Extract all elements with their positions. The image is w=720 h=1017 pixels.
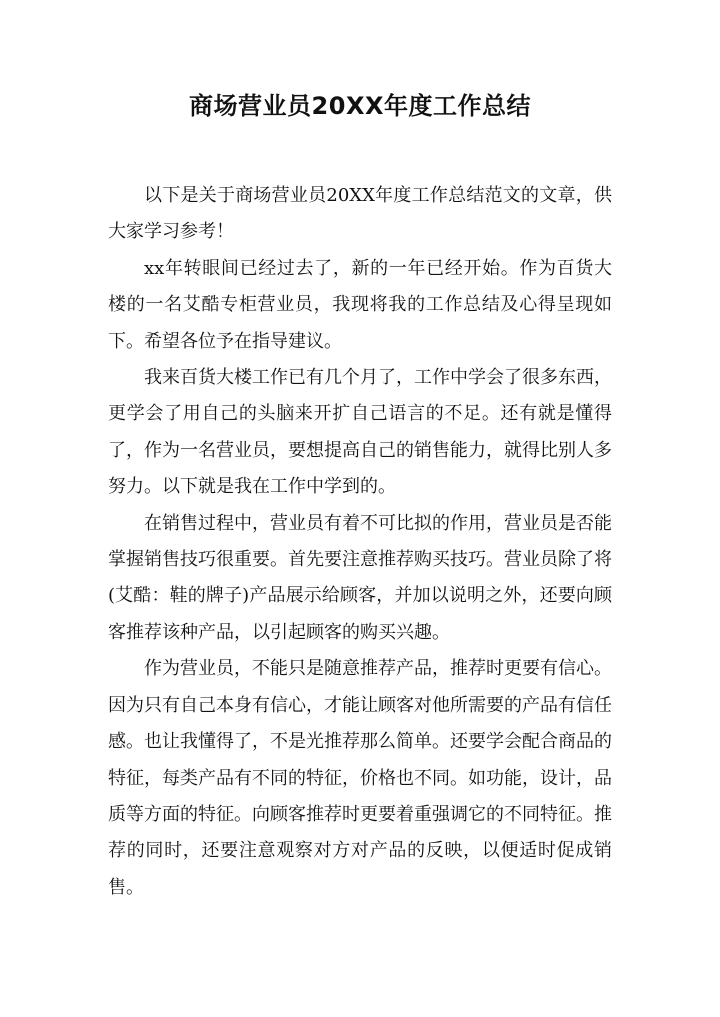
document-title: 商场营业员20XX年度工作总结 bbox=[189, 92, 531, 120]
paragraph-sales-skills: 在销售过程中，营业员有着不可比拟的作用，营业员是否能掌握销售技巧很重要。首先要注意推荐购买技巧。营业员除了将(艾酷：鞋的牌子)产品展示给顾客，并加以说明之外，还要向顾客推荐该种产品，以引起顾客的购买兴趣。 bbox=[108, 512, 612, 643]
paragraph-intro: 以下是关于商场营业员20XX年度工作总结范文的文章，供大家学习参考！ bbox=[108, 185, 612, 243]
paragraph-confidence: 作为营业员，不能只是随意推荐产品，推荐时更要有信心。因为只有自己本身有信心，才能让顾客对他所需要的产品有信任感。也让我懂得了，不是光推荐那么简单。还要学会配合商品的特征，每类产品有不同的特征，价格也不同。如功能，设计，品质等方面的特征。向顾客推荐时更要着重强调它的不同特征。推荐的同时，还要注意观察对方对产品的反映，以便适时促成销售。 bbox=[108, 658, 612, 898]
document-body bbox=[108, 178, 612, 906]
paragraph-experience: 我来百货大楼工作已有几个月了，工作中学会了很多东西，更学会了用自己的头脑来开扩自己语言的不足。还有就是懂得了，作为一名营业员，要想提高自己的销售能力，就得比别人多努力。以下就是我在工作中学到的。 bbox=[108, 367, 612, 498]
paragraph-opening: xx年转眼间已经过去了，新的一年已经开始。作为百货大楼的一名艾酷专柜营业员，我现将我的工作总结及心得呈现如下。希望各位予在指导建议。 bbox=[108, 257, 612, 352]
